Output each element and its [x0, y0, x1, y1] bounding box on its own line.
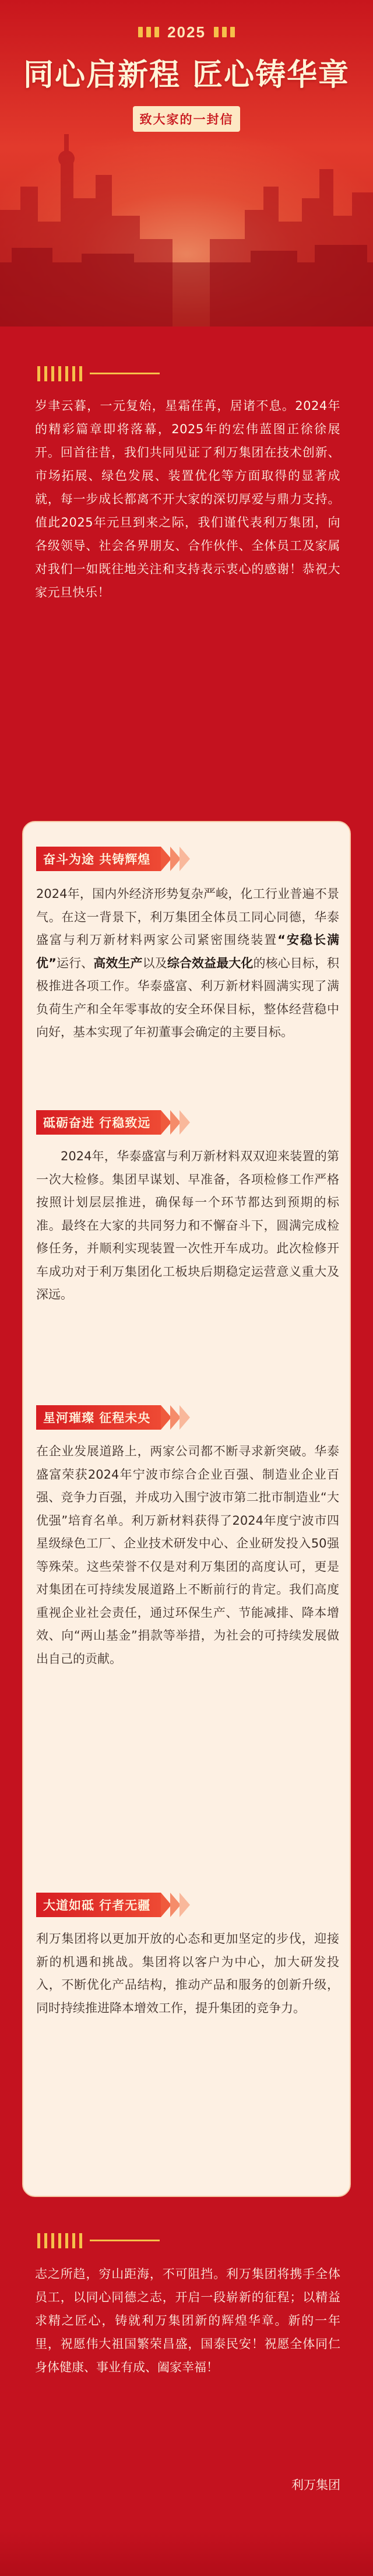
closing-paragraph: 志之所趋，穷山距海，不可阻挡。利万集团将携手全体员工，以同心同德之志，开启一段崭新的征程；以精益求精之匠心，铸就利万集团新的辉煌华章。新的一年里，祝愿伟大祖国繁荣昌盛，国泰民安！祝愿全体同仁身体健康、事业有成、阖家幸福！ [35, 2267, 340, 2374]
city-skyline-illustration [0, 122, 373, 327]
hero-title: 同心启新程 匠心铸华章 [23, 58, 350, 93]
section-title-1: 奋斗为途 共铸辉煌 [36, 847, 161, 871]
section-tag-2 [36, 1110, 190, 1135]
hero-subtitle: 致大家的一封信 [133, 106, 240, 132]
highlight-text: 高效生产 [93, 956, 143, 970]
section-title-3: 星河璀璨 征程未央 [36, 1405, 161, 1430]
section-paragraph-4: 利万集团将以更加开放的心态和更加坚定的步伐，迎接新的机遇和挑战。集团将以客户为中心，加大研发投入，不断优化产品结构，推动产品和服务的创新升级，同时持续推进降本增效工作，提升集团的竞争力。 [36, 1932, 339, 2015]
arrow-icon [162, 847, 190, 871]
section-paragraph-1: 2024年，国内外经济形势复杂严峻，化工行业普遍不景气。在这一背景下，利万集团全体员工同心同德，华泰盛富与利万新材料两家公司紧密围绕装置“安稳长满优”运行、高效生产以及综合效益最大化的核心目标，积极推进各项工作。华泰盛富、利万新材料圆满实现了满负荷生产和全年零事故的安全环保目标，整体经营稳中向好，基本实现了年初董事会确定的主要目标。 [36, 887, 340, 1039]
section-title-2: 砥砺奋进 行稳致远 [36, 1110, 161, 1135]
hero-year-row [0, 23, 373, 41]
highlight-text: “安稳长满优” [36, 933, 339, 970]
section-title-4: 大道如砥 行者无疆 [36, 1893, 161, 1917]
hero-year: 2025 [167, 23, 206, 41]
section-paragraph-3: 在企业发展道路上，两家公司都不断寻求新突破。华泰盛富荣获2024年宁波市综合企业百强、制造业企业百强、竞争力百强，并成功入围宁波市第二批市制造业“大优强”培育名单。利万新材料获得了2024年度宁波市四星级绿色工厂、企业技术研发中心、企业研发投入50强等殊荣。这些荣誉不仅是对利万集团的高度认可，更是对集团在可持续发展道路上不断前行的肯定。我们高度重视企业社会责任，通过环保生产、节能减排、降本增效、向“两山基金”捐款等举措，为社会的可持续发展做出自己的贡献。 [36, 1444, 339, 1666]
closing-deco-bars [37, 2233, 160, 2248]
section-paragraph-2: 2024年，华泰盛富与利万新材料双双迎来装置的第一次大检修。集团早谋划、早准备，各项检修工作严格按照计划层层推进，确保每一个环节都达到预期的标准。最终在大家的共同努力和不懈奋斗下，圆满完成检修任务，并顺利实现装置一次性开车成功。此次检修开车成功对于利万集团化工板块后期稳定运营意义重大及深远。 [36, 1149, 339, 1301]
letter-card [22, 821, 351, 2197]
signature: 利万集团 [291, 2478, 340, 2492]
year-deco-left [138, 27, 159, 37]
intro-paragraph: 岁聿云暮，一元复始，星霜荏苒，居诸不息。2024年的精彩篇章即将落幕，2025年的宏伟蓝图正徐徐展开。回首往昔，我们共同见证了利万集团在技术创新、市场拓展、绿色发展、装置优化等方面取得的显著成就，每一步成长都离不开大家的深切厚爱与鼎力支持。值此2025年元旦到来之际，我们谨代表利万集团，向各级领导、社会各界朋友、合作伙伴、全体员工及家属对我们一如既往地关注和支持表示衷心的感谢！恭祝大家元旦快乐！ [35, 399, 340, 599]
section-tag-4 [36, 1893, 190, 1917]
arrow-icon [162, 1405, 190, 1430]
intro-deco-bars [37, 366, 160, 381]
section-tag-1 [36, 847, 190, 871]
arrow-icon [162, 1893, 190, 1917]
year-deco-right [214, 27, 235, 37]
hero-banner [0, 0, 373, 327]
highlight-text: 综合效益最大化 [167, 956, 254, 970]
section-tag-3 [36, 1405, 190, 1430]
page-bottom [0, 2531, 373, 2576]
arrow-icon [162, 1110, 190, 1135]
